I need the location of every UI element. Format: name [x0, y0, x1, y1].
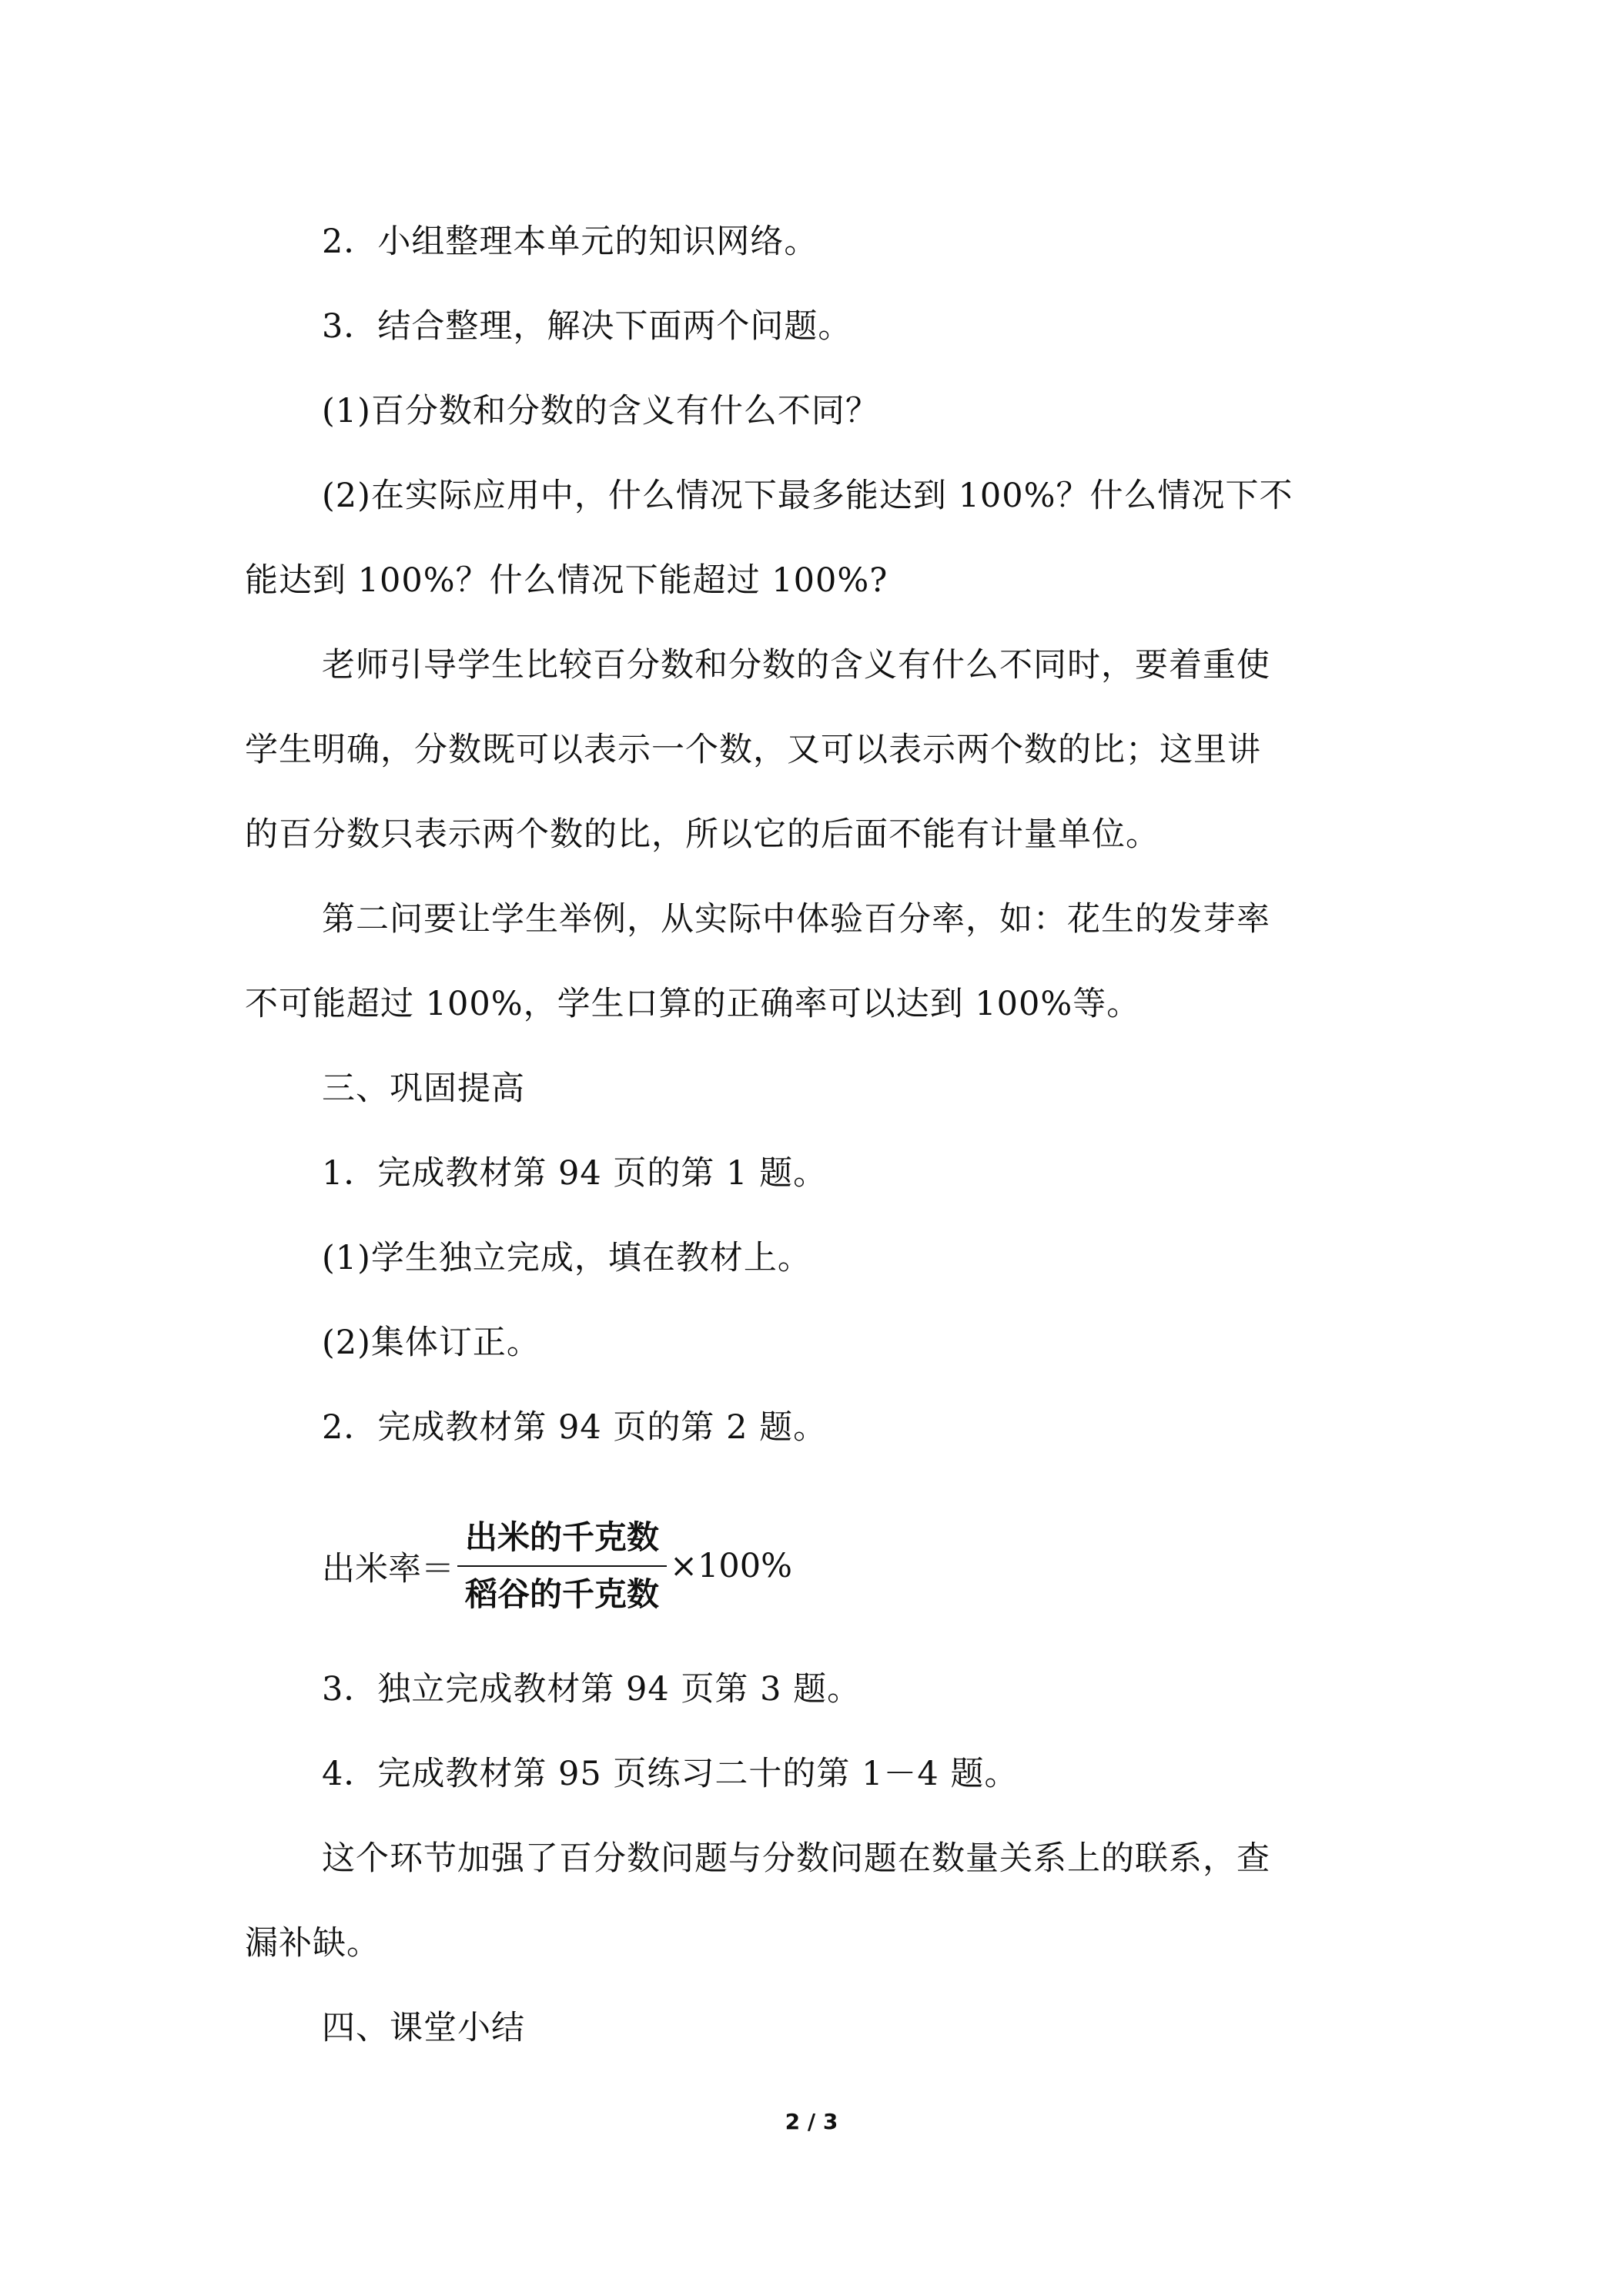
teacher-guide-line-3: 的百分数只表示两个数的比，所以它的后面不能有计量单位。 [245, 815, 1160, 854]
exercise-1-step-2: (2)集体订正。 [322, 1324, 540, 1362]
question-1: (1)百分数和分数的含义有什么不同？ [322, 392, 879, 430]
formula-rhs: ×100% [670, 1547, 792, 1585]
formula-fraction [457, 1514, 667, 1618]
section-heading-consolidate: 三、巩固提高 [322, 1069, 525, 1108]
second-question-note-line-1: 第二问要让学生举例，从实际中体验百分率，如：花生的发芽率 [322, 900, 1270, 939]
item-3-solve-two-questions: 3．结合整理，解决下面两个问题。 [322, 307, 852, 346]
page-number: 2 / 3 [785, 2109, 838, 2134]
exercise-2: 2．完成教材第 94 页的第 2 题。 [322, 1408, 828, 1447]
section-heading-summary: 四、课堂小结 [322, 2009, 525, 2047]
link-note-line-2: 漏补缺。 [245, 1924, 380, 1963]
link-note-line-1: 这个环节加强了百分数问题与分数问题在数量关系上的联系，查 [322, 1839, 1270, 1878]
teacher-guide-line-2: 学生明确，分数既可以表示一个数，又可以表示两个数的比；这里讲 [245, 731, 1261, 769]
formula-numerator: 出米的千克数 [465, 1518, 660, 1556]
exercise-4: 4．完成教材第 95 页练习二十的第 1－4 题。 [322, 1755, 1019, 1793]
formula-lhs: 出米率＝ [322, 1549, 454, 1588]
rice-yield-formula [322, 1497, 792, 1635]
item-2-organize-network: 2．小组整理本单元的知识网络。 [322, 223, 818, 261]
exercise-1-step-1: (1)学生独立完成，填在教材上。 [322, 1239, 812, 1277]
second-question-note-line-2: 不可能超过 100%，学生口算的正确率可以达到 100%等。 [245, 985, 1141, 1023]
exercise-3: 3．独立完成教材第 94 页第 3 题。 [322, 1670, 862, 1709]
question-2-line-2: 能达到 100%？什么情况下能超过 100%? [245, 561, 888, 600]
formula-denominator: 稻谷的千克数 [465, 1575, 660, 1613]
exercise-1: 1．完成教材第 94 页的第 1 题。 [322, 1154, 828, 1193]
teacher-guide-line-1: 老师引导学生比较百分数和分数的含义有什么不同时，要着重使 [322, 646, 1270, 684]
fraction-bar [457, 1565, 667, 1567]
question-2-line-1: (2)在实际应用中，什么情况下最多能达到 100%？什么情况下不 [322, 477, 1293, 515]
